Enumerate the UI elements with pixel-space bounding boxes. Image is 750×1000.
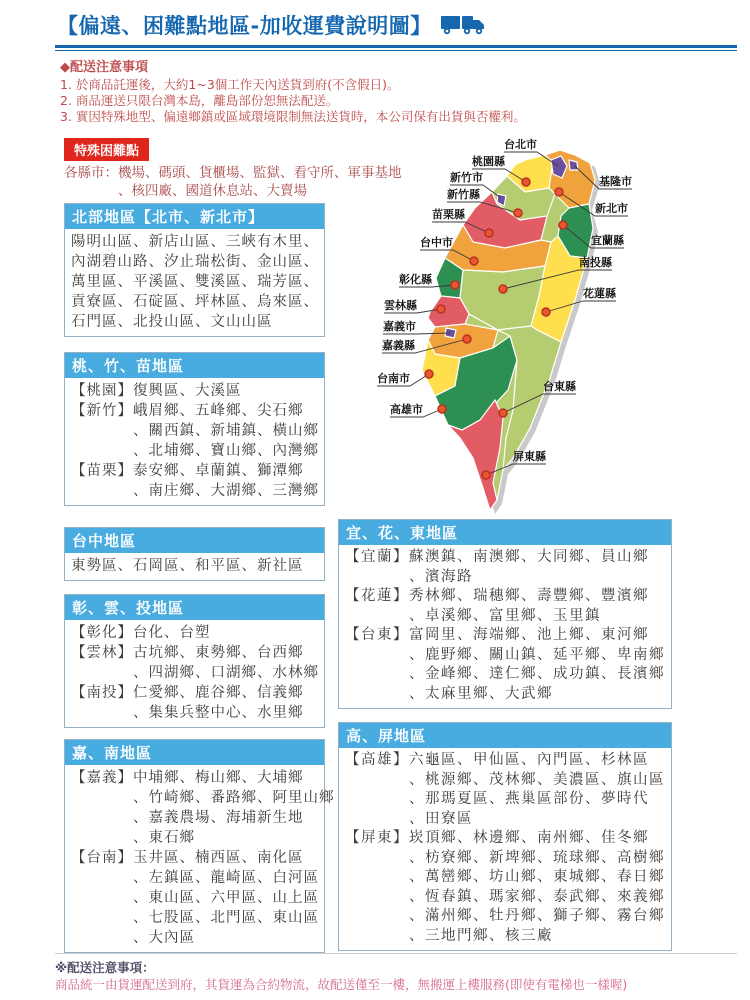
text-line: 、那瑪夏區、燕巢區部份、夢時代 [345, 791, 649, 807]
map-region-keelung-city [569, 160, 578, 170]
region-box-title: 宜、花、東地區 [339, 520, 671, 545]
text-line: 、嘉義農場、海埔新生地 [71, 810, 304, 826]
map-label-kaohsiung-city: 高雄市 [390, 403, 423, 416]
text-line: 、枋寮鄉、新埤鄉、琉球鄉、高樹鄉 [345, 849, 665, 866]
footer-notes [55, 953, 737, 993]
map-label-taitung-county: 台東縣 [543, 380, 576, 393]
delivery-notes-list [60, 77, 720, 125]
callout-dot-taichung-city [470, 257, 478, 265]
map-label-chiayi-city: 嘉義市 [383, 320, 416, 333]
callout-dot-new-taipei-city [555, 188, 563, 196]
region-box-title: 北部地區【北市、新北市】 [65, 204, 324, 229]
callout-dot-yunlin-county [437, 305, 445, 313]
text-line: 、金峰鄉、達仁鄉、成功鎮、長濱鄉 [345, 666, 665, 682]
region-box-title: 高、屏地區 [339, 723, 671, 748]
text-line: 、田寮區 [345, 810, 473, 827]
text-line: 東勢區、石岡區、和平區、新社區 [71, 558, 304, 574]
region-box-body [65, 378, 324, 505]
text-line: 【台南】玉井區、楠西區、南化區 [71, 850, 304, 866]
text-line: 【宜蘭】蘇澳鎮、南澳鄉、大同鄉、員山鄉 [345, 549, 649, 565]
region-box-chiayi-tainan [64, 739, 335, 953]
map-label-hsinchu-city: 新竹市 [450, 171, 483, 184]
text-line: 【台東】富岡里、海端鄉、池上鄉、東河鄉 [345, 627, 649, 643]
text-line: 【高雄】六龜區、甲仙區、內門區、杉林區 [345, 752, 649, 768]
text-line: 1. 於商品託運後，大約1~3個工作天內送貨到府(不含假日)。 [60, 77, 400, 92]
text-line: 各縣市：機場、碼頭、貨櫃場、監獄、看守所、軍事基地 [64, 165, 402, 181]
map-label-yunlin-county: 雲林縣 [384, 299, 417, 312]
text-line: 【南投】仁愛鄉、鹿谷鄉、信義鄉 [71, 685, 304, 701]
region-box-taichung [64, 527, 325, 581]
map-label-pingtung-county: 屏東縣 [513, 450, 546, 463]
text-line: 【花蓮】秀林鄉、瑞穗鄉、壽豐鄉、豐濱鄉 [345, 588, 649, 604]
region-box-north [64, 203, 325, 337]
region-box-kaohsiung-pingtung [338, 722, 672, 951]
map-label-hualien-county: 花蓮縣 [583, 287, 616, 300]
text-line: 【屏東】崁頂鄉、林邊鄉、南州鄉、佳冬鄉 [345, 830, 649, 846]
region-box-taoyuan-hsinchu-miaoli [64, 352, 325, 506]
region-box-body [339, 545, 671, 708]
map-label-hsinchu-county: 新竹縣 [447, 188, 480, 201]
text-line: 貢寮區、石碇區、坪林區、烏來區、 [71, 294, 319, 310]
region-box-body [65, 765, 335, 952]
text-line: 【新竹】峨眉鄉、五峰鄉、尖石鄉 [71, 403, 304, 419]
text-line: 【彰化】台化、台塑 [71, 625, 211, 641]
map-label-taichung-city: 台中市 [420, 236, 453, 249]
text-line: 、七股區、北門區、東山區 [71, 910, 319, 926]
footer-note: 商品統一由貨運配送到府，其貨運為合約物流，故配送僅至一樓，無搬運上樓服務(即使有電梯也一樣喔) [55, 977, 628, 992]
text-line: 、核四廠、國道休息站、大賣場 [64, 183, 307, 199]
text-line: 3. 實因特殊地型、偏遠鄉鎮或區域環境限制無法送貨時，本公司保有出貨與否權利。 [60, 109, 526, 124]
text-line: 、太麻里鄉、大武鄉 [345, 685, 553, 702]
region-box-body [339, 748, 671, 950]
region-box-title: 彰、雲、投地區 [65, 595, 324, 620]
region-box-body [65, 620, 324, 727]
text-line: 、卓溪鄉、富里鄉、玉里鎮 [345, 607, 601, 624]
region-box-body [65, 553, 324, 580]
text-line: 、東石鄉 [71, 830, 195, 846]
region-box-title: 台中地區 [65, 528, 324, 553]
text-line: 、濱海路 [345, 568, 473, 585]
text-line: 石門區、北投山區、文山山區 [71, 314, 273, 330]
callout-dot-hualien-county [542, 308, 550, 316]
special-points-badge: 特殊困難點 [64, 138, 149, 161]
text-line: 【苗栗】泰安鄉、卓蘭鎮、獅潭鄉 [71, 463, 304, 479]
text-line: 【雲林】古坑鄉、東勢鄉、台西鄉 [71, 645, 304, 661]
text-line: 、左鎮區、龍崎區、白河區 [71, 870, 319, 886]
text-line: 、南庄鄉、大湖鄉、三灣鄉 [71, 483, 319, 499]
map-label-nantou-county: 南投縣 [579, 256, 612, 269]
callout-dot-chiayi-county [463, 335, 471, 343]
map-label-tainan-city: 台南市 [377, 372, 410, 385]
text-line: 、北埔鄉、寶山鄉、內灣鄉 [71, 443, 319, 459]
truck-icon [440, 11, 486, 39]
delivery-notes [60, 56, 720, 125]
map-label-new-taipei-city: 新北市 [595, 202, 628, 215]
map-label-keelung-city: 基隆市 [599, 175, 632, 188]
text-line: 【嘉義】中埔鄉、梅山鄉、大埔鄉 [71, 770, 304, 786]
text-line: 、集集兵整中心、水里鄉 [71, 705, 304, 721]
text-line: 、鹿野鄉、關山鎮、延平鄉、卑南鄉 [345, 646, 665, 663]
delivery-notes-heading: ◆配送注意事項 [60, 60, 148, 75]
text-line: 、三地門鄉、核三廠 [345, 927, 553, 944]
region-box-body [65, 229, 324, 336]
taiwan-map [365, 128, 745, 518]
map-label-taoyuan-county: 桃園縣 [472, 155, 505, 168]
region-box-yilan-hualien-taitung [338, 519, 672, 709]
text-line: 、桃源鄉、茂林鄉、美濃區、旗山區 [345, 771, 665, 788]
map-label-chiayi-county: 嘉義縣 [382, 339, 415, 352]
region-box-title: 嘉、南地區 [65, 740, 324, 765]
callout-dot-pingtung-county [482, 471, 490, 479]
text-line: 、萬巒鄉、坊山鄉、東城鄉、春日鄉 [345, 869, 665, 885]
text-line: 萬里區、平溪區、雙溪區、瑞芳區、 [71, 274, 319, 290]
text-line: 、大內區 [71, 930, 195, 946]
text-line: 、竹崎鄉、番路鄉、阿里山鄉 [71, 790, 335, 806]
text-line: 、關西鎮、新埔鎮、橫山鄉 [71, 423, 319, 439]
callout-dot-yilan-county [559, 221, 567, 229]
callout-dot-hsinchu-county [514, 209, 522, 217]
title-underline [55, 45, 737, 51]
region-box-changhua-yunlin-nantou [64, 594, 325, 728]
callout-dot-miaoli-county [485, 229, 493, 237]
footer-heading: ※配送注意事項： [55, 960, 155, 975]
callout-dot-taitung-county [499, 409, 507, 417]
callout-dot-kaohsiung-city [438, 405, 446, 413]
text-line: 2. 商品運送只限台灣本島，離島部份恕無法配送。 [60, 93, 339, 108]
page-header [57, 10, 737, 40]
map-label-taipei-city: 台北市 [504, 138, 537, 151]
callout-dot-taoyuan-county [522, 178, 530, 186]
text-line: 、東山區、六甲區、山上區 [71, 890, 319, 906]
page-title: 【偏遠、困難點地區-加收運費說明圖】 [57, 14, 432, 38]
text-line: 、滿州鄉、牡丹鄉、獅子鄉、霧台鄉 [345, 908, 665, 924]
callout-dot-changhua-county [451, 281, 459, 289]
region-box-title: 桃、竹、苗地區 [65, 353, 324, 378]
text-line: 、恆春鎮、瑪家鄉、泰武鄉、來義鄉 [345, 888, 665, 905]
map-label-changhua-county: 彰化縣 [399, 273, 432, 286]
text-line: 【桃園】復興區、大溪區 [71, 383, 242, 399]
text-line: 陽明山區、新店山區、三峽有木里、 [71, 234, 319, 250]
map-label-yilan-county: 宜蘭縣 [591, 234, 624, 247]
callout-dot-nantou-county [499, 285, 507, 293]
callout-dot-tainan-city [425, 370, 433, 378]
text-line: 內湖碧山路、汐止瑞松街、金山區、 [71, 254, 319, 270]
text-line: 、四湖鄉、口湖鄉、水林鄉 [71, 665, 319, 681]
map-label-miaoli-county: 苗栗縣 [432, 208, 465, 221]
